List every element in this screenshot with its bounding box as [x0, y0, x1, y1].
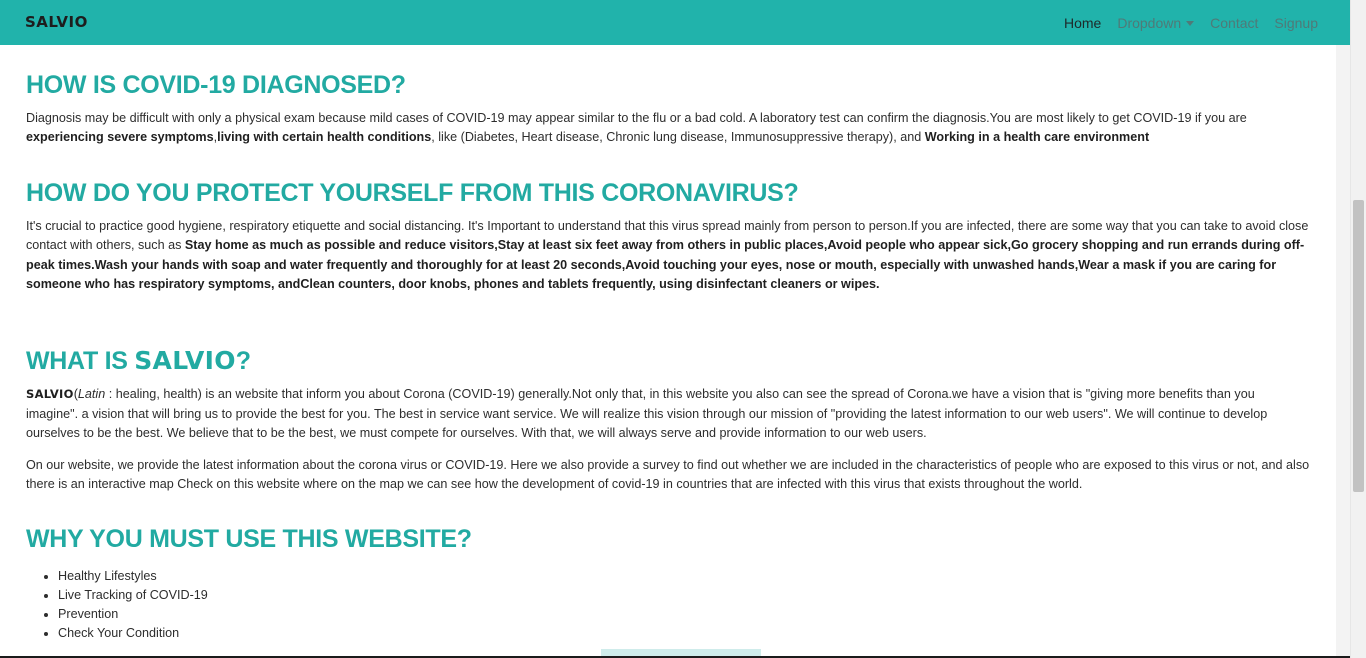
nav-links [1064, 15, 1318, 31]
what-title-brand: SALVIO [134, 346, 236, 376]
what-paragraph-2: On our website, we provide the latest information about the corona virus or COVID-19. Here we also provide a survey to find out whether we are included in the characteristics of people who are exposed to this virus or not, and also there is an interactive map Check on this website where on the map we can see how the development of covid-19 in countries that are infected with this virus that exists throughout the world. [26, 457, 1310, 492]
section-title-diagnosed: HOW IS COVID-19 DIAGNOSED? [26, 71, 406, 99]
nav-link-dropdown[interactable] [1117, 15, 1194, 31]
caret-down-icon [1186, 21, 1194, 26]
what-paragraph-1 [26, 385, 1310, 443]
vertical-scrollbar[interactable] [1350, 0, 1366, 658]
section-title-why: WHY YOU MUST USE THIS WEBSITE? [26, 525, 472, 554]
diagnosed-intro: Diagnosis may be difficult with only a physical exam because mild cases of COVID-19 may appear similar to the flu or a bad cold. A laboratory test can confirm the diagnosis.You are most likely to get COVID-19 if you are [26, 111, 1247, 125]
section-title-what [26, 346, 1310, 376]
what-p1-brand: SALVIO [26, 387, 74, 402]
list-item: • Healthy Lifestyles [58, 567, 1310, 586]
protect-bold: Stay home as much as possible and reduce visitors,Stay at least six feet away from others in public places,Avoid people who appear sick,Go grocery shopping and run errands during off-peak times.Wash your hands with soap and water frequently and thoroughly for at least 20 seconds,Avoid touching your eyes, nose or mouth, especially with unwashed hands,Wear a mask if you are caring for someone who has respiratory symptoms, andClean counters, door knobs, phones and tablets frequently, using disinfectant cleaners or wipes. [26, 238, 1305, 292]
what-p1-latin: Latin [77, 387, 106, 402]
diagnosed-mid: , like (Diabetes, Heart disease, Chronic lung disease, Immunosuppressive therapy), and [431, 130, 925, 145]
diagnosed-bold-1: experiencing severe symptoms [26, 130, 214, 145]
brand-logo[interactable]: SALVIO [25, 13, 88, 31]
scrollbar-thumb[interactable] [1353, 200, 1364, 492]
protect-paragraph [26, 217, 1310, 295]
what-title-suffix: ? [235, 347, 251, 376]
what-title-prefix: WHAT IS [26, 347, 135, 376]
section-title-protect: HOW DO YOU PROTECT YOURSELF FROM THIS CORONAVIRUS? [26, 178, 799, 207]
why-list [26, 567, 1310, 643]
diagnosed-sep-1: , [213, 130, 218, 145]
diagnosed-bold-3: Working in a health care environment [924, 130, 1150, 145]
diagnosed-bold-2: living with certain health conditions [217, 130, 432, 145]
diagnosed-paragraph [26, 109, 1310, 148]
nav-link-home[interactable]: Home [1063, 15, 1102, 31]
list-item: • Prevention [58, 605, 1310, 624]
nav-link-dropdown-label: Dropdown [1117, 15, 1182, 31]
nav-link-contact[interactable]: Contact [1210, 15, 1259, 31]
list-item: • Live Tracking of COVID-19 [58, 586, 1310, 605]
navbar [0, 0, 1350, 45]
what-p1-rest: : healing, health) is an website that inform you about Corona (COVID-19) generally.Not only that, in this website you also can see the spread of Corona.we have a vision that is "giving more benefits than you imagine". a vision that will bring us to provide the best for you. The best in service want service. We will realize this vision through our mission of "providing the latest information to our web users". We will continue to develop ourselves to be the best. We believe that to be the best, we must compete for ourselves. With that, we will always serve and provide information to our web users. [26, 387, 1268, 441]
what-p1-open: ( [73, 387, 78, 402]
main-content [0, 45, 1336, 658]
nav-link-signup[interactable]: Signup [1274, 15, 1318, 31]
list-item: • Check Your Condition [58, 624, 1310, 643]
content-inner [0, 71, 1310, 643]
protect-intro: It's crucial to practice good hygiene, respiratory etiquette and social distancing. It's Important to understand that this virus spread mainly from person to person.If you are infected, there are some way that you can take to avoid close contact with others, such as [26, 218, 1309, 253]
